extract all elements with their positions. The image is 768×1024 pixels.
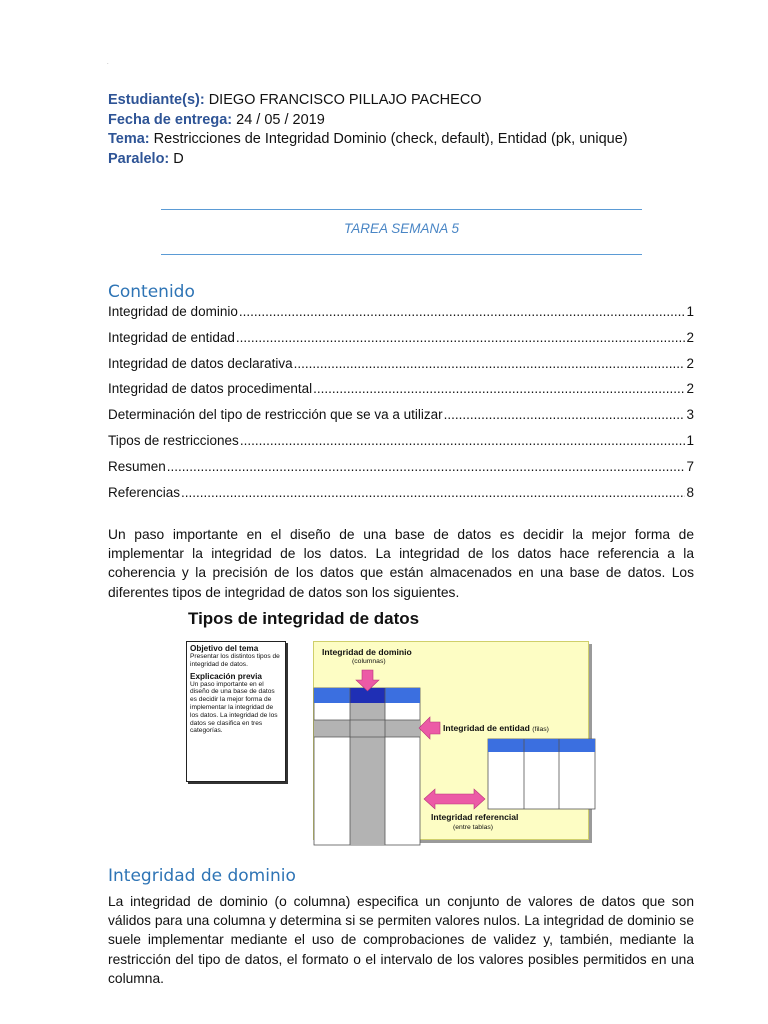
entity-row-highlight — [314, 720, 420, 737]
intro-paragraph: Un paso importante en el diseño de una base de datos es decidir la mejor forma de implementar la integridad de los datos. La integridad de los datos hace referencia a la coherencia y la precisión de los datos que están almacenados en una base de datos. Los diferentes tipos de integridad de datos son los siguientes. — [108, 527, 694, 600]
date-label: Fecha de entrega: — [108, 111, 233, 128]
domain-label: Integridad de dominio — [322, 647, 412, 657]
objective-heading: Objetivo del tema — [190, 644, 259, 653]
toc-entry-title: Integridad de dominio — [108, 304, 238, 319]
entity-arrow — [419, 717, 440, 739]
toc-entry-page: 2 — [686, 381, 694, 397]
toc-entry-title: Resumen — [108, 458, 166, 474]
section-value: D — [173, 150, 184, 167]
toc-entry-page: 2 — [686, 355, 694, 371]
section-label: Paralelo: — [108, 150, 170, 167]
ref-sub: (entre tablas) — [453, 824, 494, 831]
entity-label — [443, 723, 549, 733]
related-table-header — [488, 739, 595, 752]
ref-label: Integridad referencial — [431, 812, 519, 822]
toc-heading: Contenido — [108, 282, 195, 302]
toc-entry-title: Integridad de datos procedimental — [108, 381, 313, 397]
domain-section-paragraph: La integridad de dominio (o columna) especifica un conjunto de valores de datos que son válidos para una columna y determina si se permiten valores nulos. La integridad de dominio se suele implementar mediante el uso de comprobaciones de validez y, también, mediante la restricción del tipo de datos, el formato o el intervalo de los valores posibles permitidos en una columna. — [108, 894, 694, 986]
student-value: DIEGO FRANCISCO PILLAJO PACHECO — [208, 92, 482, 108]
subtitle: TAREA SEMANA 5 — [343, 221, 460, 236]
toc-entry-page: 7 — [686, 458, 694, 474]
domain-column-highlight — [350, 688, 385, 845]
prior-text: Un paso importante en el diseño de una base de datos es decidir la mejor forma de implementar la integridad de los datos. La integridad de los datos se clasifica en tres categorías. — [190, 680, 278, 735]
figure-title: Tipos de integridad de datos — [188, 609, 420, 628]
toc-entry-title: Referencias — [108, 484, 181, 500]
domain-sub: (columnas) — [352, 658, 386, 665]
toc-entry-page: 8 — [686, 484, 694, 500]
entity-label-text: Integridad de entidad — [443, 723, 530, 733]
toc-entry-page: 3 — [686, 407, 694, 423]
prior-heading: Explicación previa — [190, 671, 262, 681]
domain-section-heading: Integridad de dominio — [108, 866, 296, 886]
toc-entry-title: Integridad de entidad — [108, 329, 235, 345]
toc-entry-page: 1 — [686, 304, 694, 319]
topic-value: Restricciones de Integridad Dominio (check, default), Entidad (pk, unique) — [153, 131, 628, 147]
toc-entry-page: 1 — [686, 432, 694, 448]
toc-entry-title: Determinación del tipo de restricción que se va a utilizar — [108, 407, 443, 423]
topic-label: Tema: — [108, 131, 150, 147]
toc-entry-page: 2 — [686, 329, 694, 345]
entity-sub: (filas) — [532, 726, 549, 733]
toc-entry-title: Integridad de datos declarativa — [108, 355, 293, 371]
date-value: 24 / 05 / 2019 — [236, 111, 325, 128]
student-label: Estudiante(s): — [108, 92, 205, 108]
stray-dot: . — [107, 60, 109, 66]
toc-entry-title: Tipos de restricciones — [108, 432, 239, 448]
objective-text: Presentar los distintos tipos de integridad de datos. — [190, 653, 280, 668]
referential-arrow — [424, 789, 485, 809]
